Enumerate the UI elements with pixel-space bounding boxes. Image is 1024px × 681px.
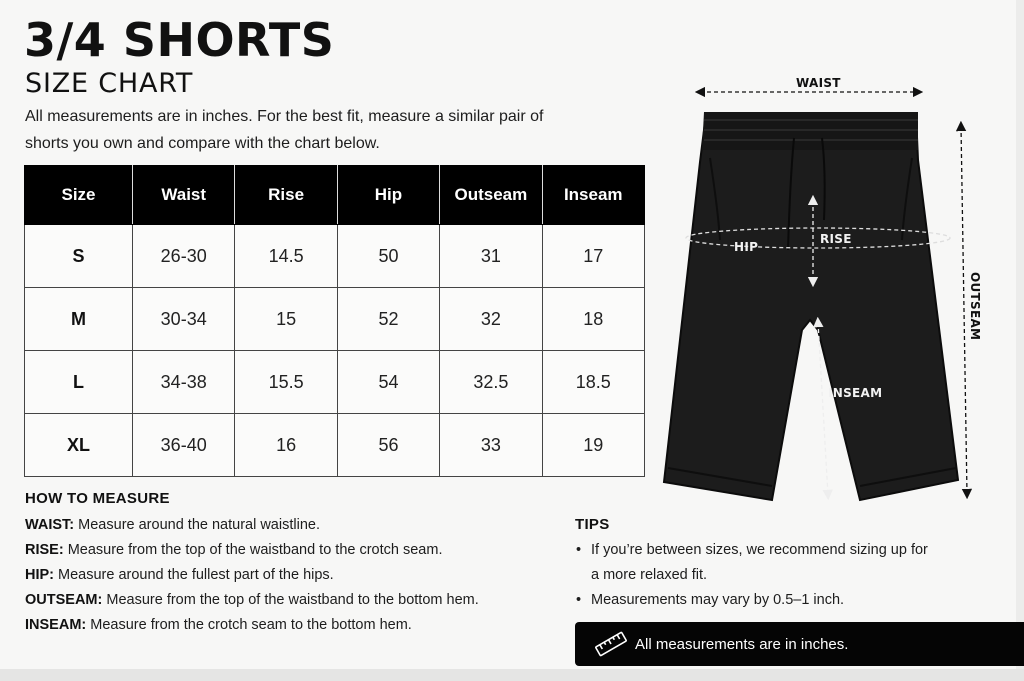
- measure-term: WAIST:: [25, 517, 75, 533]
- table-cell: 26-30: [133, 225, 235, 288]
- size-cell: M: [25, 288, 133, 351]
- table-cell: 31: [440, 225, 542, 288]
- size-cell: XL: [25, 414, 133, 477]
- table-cell: 19: [542, 414, 644, 477]
- header-size: Size: [25, 166, 133, 225]
- page-title: 3/4 SHORTS: [24, 13, 335, 67]
- page-subtitle: SIZE CHART: [25, 68, 194, 99]
- notice-text: All measurements are in inches.: [635, 635, 849, 653]
- header-inseam: Inseam: [542, 166, 644, 225]
- measure-term: HIP:: [25, 567, 54, 583]
- shorts-illustration: [660, 70, 1000, 510]
- table-cell: 36-40: [133, 414, 235, 477]
- table-cell: 18.5: [542, 351, 644, 414]
- waist-label: WAIST: [796, 76, 841, 90]
- header-waist: Waist: [133, 166, 235, 225]
- table-row: [25, 225, 645, 288]
- measure-term: INSEAM:: [25, 617, 87, 633]
- table-cell: 17: [542, 225, 644, 288]
- table-cell: 15: [235, 288, 337, 351]
- size-cell: L: [25, 351, 133, 414]
- bottom-edge: [0, 669, 1024, 681]
- outseam-arrow: [961, 126, 967, 494]
- inches-notice-banner: [575, 622, 1024, 666]
- table-header: [25, 166, 645, 225]
- size-chart-table: [24, 165, 645, 477]
- table-cell: 34-38: [133, 351, 235, 414]
- measure-text: Measure around the natural waistline.: [74, 517, 320, 533]
- table-cell: 16: [235, 414, 337, 477]
- outseam-label: OUTSEAM: [968, 272, 982, 341]
- measure-text: Measure from the crotch seam to the bottom hem.: [86, 617, 412, 633]
- size-cell: S: [25, 225, 133, 288]
- header-outseam: Outseam: [440, 166, 542, 225]
- measure-text: Measure from the top of the waistband to the crotch seam.: [63, 542, 443, 558]
- measure-text: Measure from the top of the waistband to the bottom hem.: [102, 592, 479, 608]
- header-rise: Rise: [235, 166, 337, 225]
- rise-label: RISE: [820, 232, 852, 246]
- page-edge: [1016, 0, 1024, 681]
- table-row: [25, 351, 645, 414]
- table-cell: 18: [542, 288, 644, 351]
- table-cell: 56: [337, 414, 439, 477]
- header-hip: Hip: [337, 166, 439, 225]
- table-cell: 33: [440, 414, 542, 477]
- measure-item-rise: [25, 538, 479, 563]
- table-cell: 32: [440, 288, 542, 351]
- intro-text: All measurements are in inches. For the best fit, measure a similar pair of shorts you own and compare with the chart below.: [25, 108, 544, 152]
- table-cell: 15.5: [235, 351, 337, 414]
- tips-list: [575, 538, 935, 613]
- measure-term: OUTSEAM:: [25, 592, 103, 608]
- measure-item-inseam: [25, 613, 479, 638]
- measure-item-outseam: [25, 588, 479, 613]
- table-row: [25, 288, 645, 351]
- hip-label: HIP: [734, 240, 759, 254]
- table-cell: 52: [337, 288, 439, 351]
- how-to-measure-list: [25, 513, 479, 638]
- tip-item: • Measurements may vary by 0.5–1 inch.: [575, 588, 935, 613]
- tips-heading: TIPS: [575, 516, 610, 533]
- table-row: [25, 414, 645, 477]
- shorts-diagram: [660, 70, 1000, 510]
- table-cell: 30-34: [133, 288, 235, 351]
- table-cell: 14.5: [235, 225, 337, 288]
- inseam-label: INSEAM: [828, 386, 883, 400]
- table-cell: 50: [337, 225, 439, 288]
- ruler-icon: [593, 630, 629, 658]
- table-cell: 54: [337, 351, 439, 414]
- measure-item-waist: [25, 513, 479, 538]
- measure-text: Measure around the fullest part of the hips.: [54, 567, 334, 583]
- waistband: [702, 112, 918, 150]
- how-to-measure-heading: HOW TO MEASURE: [25, 490, 170, 507]
- shorts-body: [664, 114, 958, 500]
- tip-item: • If you’re between sizes, we recommend sizing up for a more relaxed fit.: [575, 538, 935, 588]
- measure-term: RISE:: [25, 542, 64, 558]
- table-cell: 32.5: [440, 351, 542, 414]
- measure-item-hip: [25, 563, 479, 588]
